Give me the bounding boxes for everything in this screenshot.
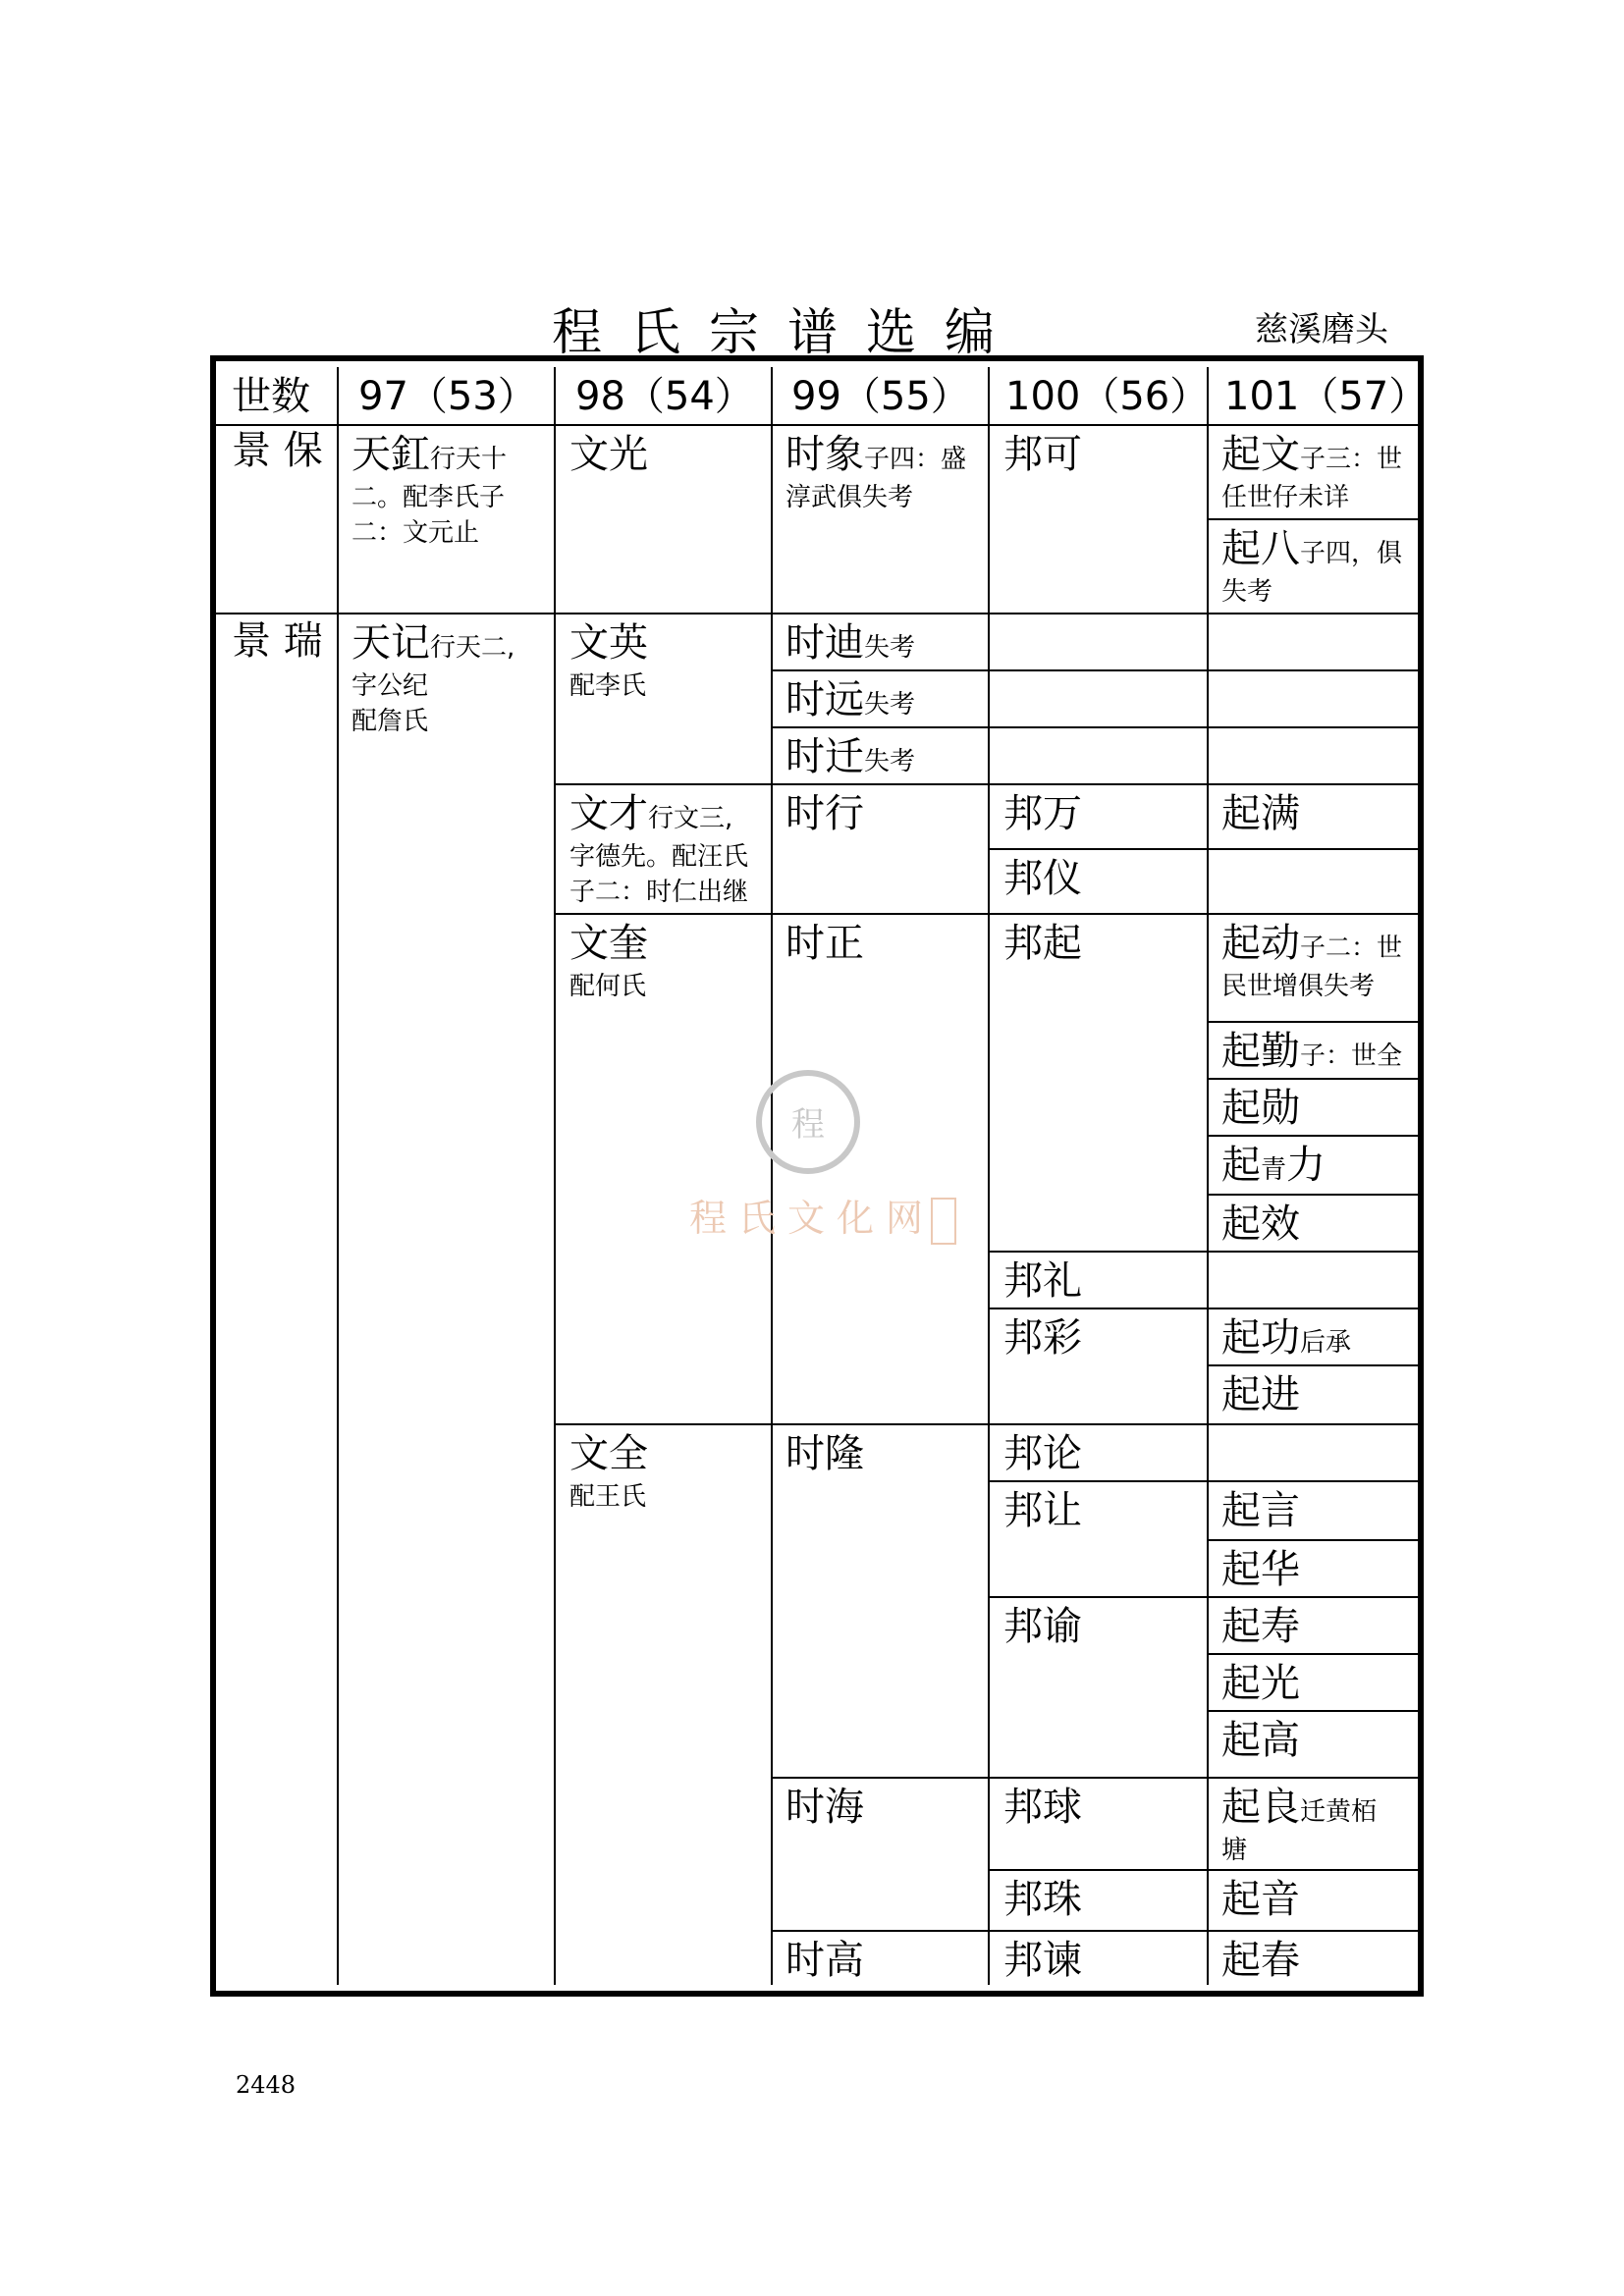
row-divider [554,1423,1418,1425]
person-note: 青 [1261,1155,1287,1185]
person-entry [1221,921,1402,966]
person-name: 起高 [1221,1718,1300,1763]
person-name: 邦让 [1003,1488,1082,1533]
person-name: 起八 [1221,526,1300,571]
row-divider [771,669,1418,671]
branch-label: 景 瑞 [232,618,323,664]
person-name: 起音 [1221,1877,1300,1922]
person-name: 文英 [569,620,648,666]
row-divider [216,613,1418,614]
person-note: 子三：世 [1300,445,1403,474]
column-divider [554,367,556,1985]
person-note: 子二：时仁出继 [569,878,749,907]
person-name: 时迪 [785,620,864,666]
column-divider [337,367,339,1985]
person-entry [1221,1143,1326,1188]
person-name: 起言 [1221,1488,1300,1533]
column-divider [1207,367,1209,1985]
row-divider [1207,1539,1418,1541]
person-name: 起光 [1221,1661,1300,1706]
person-name: 力 [1286,1143,1326,1188]
row-divider [988,1869,1418,1871]
person-note: 子四，俱 [1300,539,1403,568]
person-note: 失考 [1221,577,1273,607]
person-name: 邦谏 [1003,1938,1082,1983]
person-note: 后承 [1300,1328,1352,1358]
person-entry [785,677,915,722]
person-name: 时海 [785,1785,864,1830]
row-divider [1207,1078,1418,1080]
row-divider [988,1480,1418,1482]
row-divider [771,1930,1418,1932]
person-name: 天记 [352,620,430,666]
person-note: 配詹氏 [352,707,429,736]
person-note: 失考 [864,633,916,663]
person-name: 起寿 [1221,1604,1300,1649]
person-name: 时远 [785,677,864,722]
person-entry [352,620,514,666]
person-entry [1221,432,1402,477]
header-gen-97: 97（53） [358,374,537,419]
page-title: 程氏宗谱选编 [552,304,1024,362]
row-divider [1207,1135,1418,1137]
person-note: 失考 [864,747,916,776]
person-entry [785,620,915,666]
person-note: 字公纪 [352,671,429,701]
person-name: 邦仪 [1003,856,1082,901]
person-note: 配李氏 [569,671,647,701]
row-divider [771,1777,1418,1779]
person-name: 起勋 [1221,1086,1300,1131]
person-name: 时正 [785,921,864,966]
person-name: 时象 [785,432,864,477]
person-name: 起功 [1221,1315,1300,1361]
person-entry [1221,1785,1377,1830]
row-divider [1207,1194,1418,1196]
person-note: 失考 [864,690,916,720]
person-note: 迁黄栢 [1300,1797,1378,1827]
person-name: 文奎 [569,921,648,966]
person-entry [1221,1029,1402,1074]
person-note: 二。配李氏子 [352,483,506,512]
person-name: 邦珠 [1003,1877,1082,1922]
row-divider [1207,518,1418,520]
column-divider [771,367,773,1985]
header-gen-101: 101（57） [1224,374,1429,419]
person-name: 起 [1221,1143,1261,1188]
watermark-stamp-icon [931,1198,956,1245]
person-name: 起华 [1221,1547,1300,1592]
person-note: 子：世全 [1300,1041,1403,1071]
person-note: 二：文元止 [352,518,480,548]
row-divider [771,726,1418,728]
row-divider [554,913,1418,915]
person-name: 起效 [1221,1201,1300,1247]
person-name: 邦论 [1003,1431,1082,1476]
person-entry [1221,526,1402,571]
person-note: 任世仔未详 [1221,483,1350,512]
person-entry [785,734,915,779]
watermark-seal-icon: 程 [756,1070,860,1174]
person-name: 时高 [785,1938,864,1983]
page-number: 2448 [236,2071,297,2099]
person-entry [785,432,966,477]
person-name: 时行 [785,791,864,836]
person-name: 邦谕 [1003,1604,1082,1649]
person-name: 文光 [569,432,648,477]
person-name: 邦球 [1003,1785,1082,1830]
person-name: 邦万 [1003,791,1082,836]
person-entry [1221,1315,1351,1361]
person-name: 邦礼 [1003,1258,1082,1304]
watermark-text: 程氏文化网 [689,1197,936,1240]
column-divider [988,367,990,1985]
header-generation: 世数 [232,374,310,419]
person-entry [569,791,732,836]
person-name: 起满 [1221,791,1300,836]
row-divider [1207,1021,1418,1023]
person-name: 起动 [1221,921,1300,966]
person-note: 配何氏 [569,972,647,1001]
row-divider [554,783,1418,785]
person-name: 起进 [1221,1372,1300,1417]
person-name: 邦可 [1003,432,1082,477]
row-divider [216,424,1418,426]
person-note: 淳武俱失考 [785,483,914,512]
person-name: 时迁 [785,734,864,779]
person-note: 行天二, [430,633,515,663]
person-entry [352,432,507,477]
person-note: 行天十 [430,445,508,474]
person-note: 配王氏 [569,1482,647,1512]
row-divider [988,1308,1418,1309]
person-name: 文才 [569,791,648,836]
person-name: 起春 [1221,1938,1300,1983]
person-name: 邦起 [1003,921,1082,966]
person-name: 天釭 [352,432,430,477]
row-divider [1207,1653,1418,1655]
row-divider [988,1251,1418,1253]
person-name: 文全 [569,1431,648,1476]
header-gen-100: 100（56） [1005,374,1210,419]
person-note: 行文三, [648,804,733,833]
person-name: 起良 [1221,1785,1300,1830]
person-name: 时隆 [785,1431,864,1476]
row-divider [1207,1710,1418,1712]
header-gen-98: 98（54） [575,374,754,419]
person-name: 邦彩 [1003,1315,1082,1361]
row-divider [988,1596,1418,1598]
row-divider [1207,1364,1418,1366]
person-note: 塘 [1221,1836,1248,1865]
branch-label: 景 保 [232,428,323,473]
person-note: 子二：世 [1300,934,1403,963]
row-divider [988,848,1418,850]
header-gen-99: 99（55） [791,374,970,419]
person-note: 民世增俱失考 [1221,972,1376,1001]
branch-subtitle: 慈溪磨头 [1255,310,1388,349]
person-name: 起勤 [1221,1029,1300,1074]
person-note: 子四：盛 [864,445,967,474]
person-name: 起文 [1221,432,1300,477]
person-note: 字德先。配汪氏 [569,842,749,872]
